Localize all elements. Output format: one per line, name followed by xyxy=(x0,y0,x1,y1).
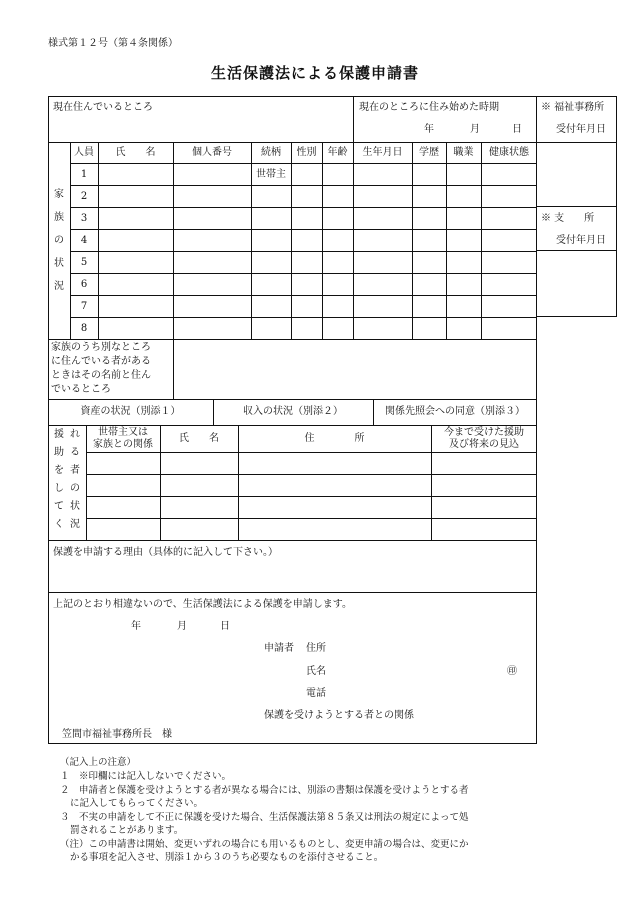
row-number: 5 xyxy=(80,257,88,268)
applicant-address-label: 住所 xyxy=(306,643,326,654)
row-number: 3 xyxy=(80,213,88,224)
col-name: 氏 名 xyxy=(115,147,156,158)
support-label-r5: 状 xyxy=(70,501,80,512)
note-2a: ２ 申請者と保護を受けようとする者が異なる場合には、別添の書類は保護を受けようとする者 xyxy=(60,785,469,796)
family-label-1: 家 xyxy=(54,189,64,200)
row-number: 6 xyxy=(80,279,88,290)
welfare-office-label: ※ 福祉事務所 xyxy=(541,102,605,113)
declaration-text: 上記のとおり相違ないので、生活保護法による保護を申請します。 xyxy=(53,599,352,610)
support-col-relation-2: 家族との関係 xyxy=(93,439,153,450)
support-label-l6: く xyxy=(54,519,64,530)
support-label-r1: れ xyxy=(70,429,80,440)
notes-heading: （記入上の注意） xyxy=(60,757,137,768)
applicant-phone-label: 電話 xyxy=(306,688,326,699)
separate-note-3: ときはその名前と住ん xyxy=(51,370,151,381)
form-number: 様式第１２号（第４条関係） xyxy=(48,38,178,49)
move-in-label: 現在のところに住み始めた時期 xyxy=(359,102,499,113)
relation-label: 保護を受けようとする者との関係 xyxy=(264,710,414,721)
applicant-label: 申請者 xyxy=(264,643,294,654)
row-number: 4 xyxy=(80,235,88,246)
col-birthdate: 生年月日 xyxy=(362,147,403,158)
row-number: 2 xyxy=(80,191,88,202)
col-count: 人員 xyxy=(74,147,94,158)
support-col-prospect-1: 今まで受けた援助 xyxy=(444,427,524,438)
support-label-r2: る xyxy=(70,447,80,458)
assets-attachment: 資産の状況（別添１） xyxy=(80,406,181,417)
family-label-2: 族 xyxy=(54,212,64,223)
support-label-l2: 助 xyxy=(54,447,64,458)
separate-note-1: 家族のうち別なところ xyxy=(51,342,151,353)
separate-note-2: に住んでいる者がある xyxy=(51,356,151,367)
support-col-address: 住 所 xyxy=(304,433,365,444)
family-label-5: 況 xyxy=(54,281,64,292)
separate-note-4: でいるところ xyxy=(51,384,111,395)
head-relation-cell: 世帯主 xyxy=(256,169,286,180)
note-4b: かる事項を記入させ、別添１から３のうち必要なものを添付させること。 xyxy=(70,852,384,863)
support-label-r6: 況 xyxy=(70,519,80,530)
note-4a: （注）この申請書は開始、変更いずれの場合にも用いるものとし、変更申請の場合は、変更にか xyxy=(60,839,469,850)
reason-label: 保護を申請する理由（具体的に記入して下さい。） xyxy=(53,547,278,558)
branch-office-label: ※ 支 所 xyxy=(541,213,595,224)
support-col-name: 氏 名 xyxy=(179,433,219,444)
col-relation: 続柄 xyxy=(261,147,281,158)
support-label-l5: て xyxy=(54,501,64,512)
income-attachment: 収入の状況（別添２） xyxy=(243,406,343,417)
family-label-4: 状 xyxy=(54,258,64,269)
note-3a: ３ 不実の申請をして不正に保護を受けた場合、生活保護法第８５条又は刑法の規定によって処 xyxy=(60,812,469,823)
current-address-label: 現在住んでいるところ xyxy=(53,102,153,113)
row-number: 7 xyxy=(80,301,88,312)
support-label-r4: の xyxy=(70,483,80,494)
welfare-received-label: 受付年月日 xyxy=(556,124,606,135)
applicant-name-label: 氏名 xyxy=(306,666,326,677)
col-sex: 性別 xyxy=(296,147,317,158)
seal-mark: ㊞ xyxy=(507,666,517,677)
support-label-l1: 援 xyxy=(54,429,64,440)
addressee: 笠間市福祉事務所長 様 xyxy=(62,729,172,740)
branch-received-label: 受付年月日 xyxy=(556,235,606,246)
support-label-l4: し xyxy=(54,483,64,494)
note-3b: 罰されることがあります。 xyxy=(70,825,184,836)
row-number: 1 xyxy=(80,169,88,180)
support-col-relation-1: 世帯主又は xyxy=(98,427,148,438)
note-1: １ ※印欄には記入しないでください。 xyxy=(60,771,232,782)
col-occupation: 職業 xyxy=(453,147,474,158)
support-label-r3: 者 xyxy=(70,465,80,476)
support-col-prospect-2: 及び将来の見込 xyxy=(449,439,519,450)
row-number: 8 xyxy=(80,323,88,334)
page-title: 生活保護法による保護申請書 xyxy=(210,64,419,82)
consent-attachment: 関係先照会への同意（別添３） xyxy=(385,406,525,417)
note-2b: に記入してもらってください。 xyxy=(70,798,204,809)
support-label-l3: を xyxy=(54,465,64,476)
col-id: 個人番号 xyxy=(192,147,232,158)
family-label-3: の xyxy=(54,235,64,246)
col-health: 健康状態 xyxy=(489,147,529,158)
col-age: 年齢 xyxy=(327,147,348,158)
col-education: 学歴 xyxy=(419,147,439,158)
